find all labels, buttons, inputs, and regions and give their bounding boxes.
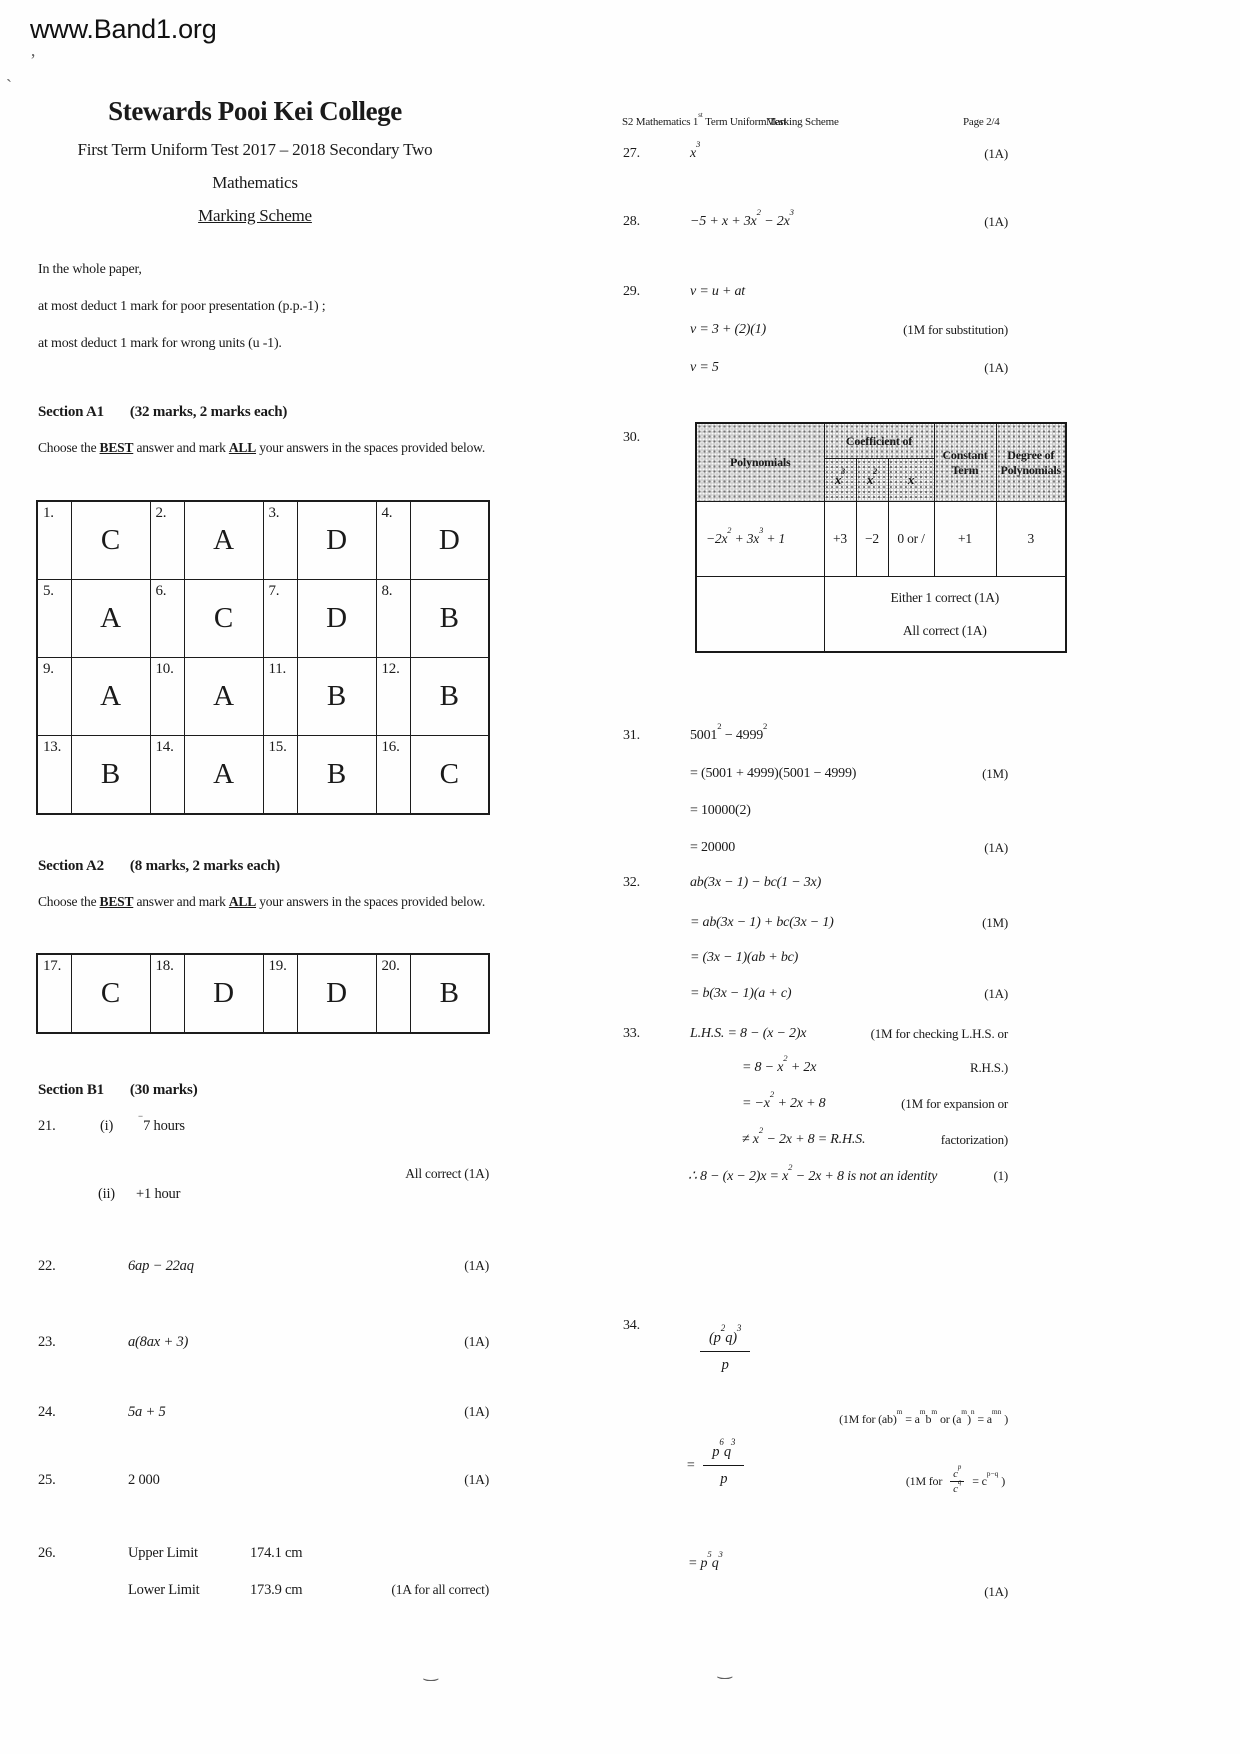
mark-annotation: (1A) (464, 1472, 489, 1487)
working-line: = $8 - x^2 + 2x$ (742, 1052, 817, 1075)
mark-annotation: (1M for expansion or (901, 1096, 1008, 1111)
question-number-cell: 13. (37, 736, 71, 815)
degree-value-cell: 3 (996, 502, 1066, 577)
answer-value: −7 hours (138, 1111, 185, 1134)
instruction-text: your answers in the spaces provided below. (256, 440, 485, 455)
instruction-text: Choose the (38, 440, 100, 455)
answer-row (37, 501, 489, 580)
constant-term-header-cell: Constant Term (934, 423, 996, 502)
question-number-cell: 10. (150, 658, 184, 736)
running-header-left: S2 Mathematics 1st Term Uniform Test (622, 111, 787, 128)
answer-value: a(8ax + 3) (128, 1334, 189, 1350)
mark-annotation: (1A) (464, 1258, 489, 1273)
part-label: (i) (100, 1118, 114, 1134)
table-header-row (696, 423, 1066, 459)
question-number: 28. (623, 214, 640, 229)
answer-row (37, 658, 489, 736)
section-a1-instruction (38, 440, 485, 456)
question-number-cell: 17. (37, 954, 71, 1033)
answer-letter-cell: B (410, 658, 489, 736)
answer-letter-cell: C (71, 954, 150, 1033)
section-b1-marks-note: (30 marks) (129, 1082, 198, 1098)
question-number: 22. (38, 1258, 56, 1274)
working-line: v = 3 + (2)(1) (690, 322, 766, 337)
mark-annotation: (1A) (984, 840, 1008, 855)
fraction-expression (700, 1323, 750, 1374)
answer-letter-cell: C (71, 501, 150, 580)
question-number-cell: 6. (150, 580, 184, 658)
question-number-cell: 16. (376, 736, 410, 815)
answer-row (37, 580, 489, 658)
coeff-x2-value-cell: −2 (856, 502, 888, 577)
fraction-numerator: $p^6q^3$ (703, 1444, 744, 1466)
instruction-text: Choose the (38, 894, 100, 909)
answer-letter-cell: A (184, 501, 263, 580)
section-a1-title: Section A1 (38, 404, 104, 420)
doc-type-title: Marking Scheme (198, 206, 312, 225)
scan-artifact: ’ (30, 50, 36, 70)
answer-letter-cell: D (297, 580, 376, 658)
answer-value: $x^3$ (690, 138, 701, 161)
working-line: = (3x − 1)(ab + bc) (690, 950, 799, 965)
answer-letter-cell: A (184, 736, 263, 815)
mark-annotation: (1) (993, 1168, 1008, 1183)
test-title: First Term Uniform Test 2017 – 2018 Secondary Two (77, 140, 433, 159)
limit-value: 173.9 cm (250, 1582, 303, 1598)
footer-mark-line: All correct (1A) (902, 623, 987, 638)
question-number: 30. (623, 430, 640, 445)
question-number: 31. (623, 728, 640, 743)
question-number-cell: 5. (37, 580, 71, 658)
equals-sign: = (686, 1458, 696, 1473)
mark-annotation: (1M for checking L.H.S. or (870, 1026, 1008, 1041)
question-number-cell: 1. (37, 501, 71, 580)
answer-value: $-5 + x + 3x^2 - 2x^3$ (690, 206, 794, 229)
question-number: 25. (38, 1472, 56, 1488)
fraction-expression (950, 1463, 964, 1495)
mark-annotation: (1A) (984, 986, 1008, 1001)
mark-text: (1M for (905, 1474, 943, 1488)
answer-letter-cell: D (184, 954, 263, 1033)
working-line: v = 5 (690, 360, 719, 375)
question-number: 24. (38, 1404, 56, 1420)
working-line: = ab(3x − 1) + bc(3x − 1) (690, 915, 834, 930)
mark-annotation: (1A for all correct) (391, 1582, 489, 1597)
question-number-cell: 15. (263, 736, 297, 815)
limit-value: 174.1 cm (250, 1545, 303, 1561)
section-b1-title: Section B1 (38, 1082, 104, 1098)
answer-row (37, 954, 489, 1033)
answer-letter-cell: B (71, 736, 150, 815)
limit-label: Lower Limit (128, 1582, 200, 1598)
fraction-numerator: $c^p$ (950, 1468, 964, 1482)
scan-artifact: ` (6, 76, 12, 96)
mark-text: = $c^{p-q}$ ) (972, 1468, 1005, 1488)
watermark-url: www.Band1.org (30, 14, 217, 44)
question-number-cell: 2. (150, 501, 184, 580)
section-b1-heading (38, 1082, 198, 1099)
polynomials-header-cell: Polynomials (696, 423, 824, 502)
working-line: = 20000 (690, 840, 735, 855)
coeff-x2-header-cell: $x^2$ (856, 459, 888, 502)
question-number-cell: 7. (263, 580, 297, 658)
question-number-cell: 14. (150, 736, 184, 815)
answer-value: 6ap − 22aq (128, 1258, 194, 1274)
table-data-row (696, 502, 1066, 577)
subject-title: Mathematics (212, 173, 298, 192)
coeff-x3-value-cell: +3 (824, 502, 856, 577)
working-line: = 10000(2) (690, 803, 751, 818)
working-line: $5001^2 - 4999^2$ (690, 720, 768, 743)
working-line: ab(3x − 1) − bc(1 − 3x) (690, 875, 822, 890)
degree-header-cell: Degree of Polynomials (996, 423, 1066, 502)
section-a2-marks-note: (8 marks, 2 marks each) (129, 858, 280, 874)
mark-annotation: factorization) (940, 1132, 1008, 1147)
mark-annotation: (1A) (464, 1404, 489, 1419)
question-number: 32. (623, 875, 640, 890)
mark-annotation: (1A) (984, 146, 1008, 161)
answer-letter-cell: B (410, 954, 489, 1033)
page-number: Page 2/4 (963, 116, 1000, 128)
working-line: ≠ $x^2 - 2x + 8 = R.H.S$. (742, 1124, 866, 1147)
fraction-expression (703, 1437, 744, 1488)
mark-annotation: (1A) (984, 360, 1008, 375)
answer-letter-cell: B (297, 658, 376, 736)
working-line: = (5001 + 4999)(5001 − 4999) (690, 766, 857, 781)
section-a1-answer-table (36, 500, 490, 815)
section-a2-heading (38, 858, 280, 875)
instruction-keyword: BEST (99, 894, 134, 909)
part-label: (ii) (98, 1186, 115, 1202)
polynomial-table (695, 422, 1067, 653)
answer-value: 2 000 (128, 1472, 160, 1488)
mark-annotation: All correct (1A) (405, 1166, 489, 1181)
question-number-cell: 4. (376, 501, 410, 580)
mark-annotation: (1A) (984, 1584, 1008, 1599)
answer-letter-cell: B (410, 580, 489, 658)
question-number-cell: 9. (37, 658, 71, 736)
mark-annotation: (1A) (984, 214, 1008, 229)
answer-letter-cell: C (410, 736, 489, 815)
instruction-keyword: ALL (228, 894, 257, 909)
question-number-cell: 20. (376, 954, 410, 1033)
answer-letter-cell: D (297, 501, 376, 580)
fraction-denominator: $c^q$ (953, 1478, 962, 1495)
mark-annotation (905, 1463, 1005, 1495)
footer-marks-cell (824, 577, 1066, 653)
working-line: v = u + at (690, 284, 745, 299)
coeff-x3-header-cell: $x^3$ (824, 459, 856, 502)
general-note-line: In the whole paper, (38, 262, 142, 277)
answer-letter-cell: A (71, 658, 150, 736)
section-a2-instruction (38, 894, 485, 910)
section-a1-heading (38, 404, 287, 421)
working-line: = b(3x − 1)(a + c) (690, 986, 792, 1001)
footer-empty-cell (696, 577, 824, 653)
running-header-middle: Marking Scheme (766, 116, 839, 128)
working-line: = $-x^2 + 2x + 8$ (742, 1088, 826, 1111)
question-number: 26. (38, 1545, 56, 1561)
general-note-line: at most deduct 1 mark for poor presentation (p.p.-1) ; (38, 299, 326, 314)
fraction-numerator: $(p^2q)^3$ (700, 1330, 750, 1352)
constant-value-cell: +1 (934, 502, 996, 577)
mark-annotation: (1A) (464, 1334, 489, 1349)
answer-value: +1 hour (136, 1186, 181, 1202)
working-line: L.H.S. = 8 − (x − 2)x (690, 1026, 807, 1041)
question-number: 23. (38, 1334, 56, 1350)
instruction-text: your answers in the spaces provided below. (256, 894, 485, 909)
scan-artifact: ‿ (718, 1660, 732, 1679)
question-number-cell: 12. (376, 658, 410, 736)
answer-letter-cell: A (184, 658, 263, 736)
scan-artifact: ‿ (424, 1662, 438, 1681)
document-title-block (0, 96, 510, 226)
fraction-denominator: p (720, 1471, 728, 1487)
conclusion-line: ∴ $8 - (x - 2)x = x^2 - 2x + 8$ is not an identity (688, 1161, 938, 1184)
polynomial-cell: $-2x^2 + 3x^3 + 1$ (696, 502, 824, 577)
section-a2-title: Section A2 (38, 858, 104, 874)
working-line (686, 1437, 744, 1488)
coefficient-of-header-cell: Coefficient of (824, 423, 934, 459)
mark-annotation: (1M for $(ab)^m = a^mb^m$ or $(a^m)^n = a^{mn}$ ) (839, 1406, 1008, 1426)
fraction-denominator: p (721, 1357, 729, 1373)
question-number: 33. (623, 1026, 640, 1041)
instruction-text: answer and mark (133, 440, 229, 455)
question-number: 27. (623, 146, 640, 161)
coeff-x-header-cell: x (888, 459, 934, 502)
question-number-cell: 19. (263, 954, 297, 1033)
answer-letter-cell: A (71, 580, 150, 658)
question-number: 21. (38, 1118, 56, 1134)
section-a2-answer-table (36, 953, 490, 1034)
question-number-cell: 11. (263, 658, 297, 736)
coeff-x-value-cell: 0 or / (888, 502, 934, 577)
instruction-keyword: ALL (228, 440, 257, 455)
answer-row (37, 736, 489, 815)
answer-value: 5a + 5 (128, 1404, 166, 1420)
mark-annotation: R.H.S.) (970, 1060, 1008, 1075)
table-footer-row (696, 577, 1066, 653)
limit-label: Upper Limit (128, 1545, 198, 1561)
mark-annotation: (1M) (982, 766, 1008, 781)
question-number-cell: 3. (263, 501, 297, 580)
question-number: 34. (623, 1318, 640, 1333)
answer-letter-cell: D (410, 501, 489, 580)
question-number-cell: 8. (376, 580, 410, 658)
mark-annotation: (1M for substitution) (903, 322, 1008, 337)
question-number-cell: 18. (150, 954, 184, 1033)
mark-annotation: (1M) (982, 915, 1008, 930)
footer-mark-line: Either 1 correct (1A) (890, 590, 1000, 605)
question-number: 29. (623, 284, 640, 299)
answer-letter-cell: B (297, 736, 376, 815)
instruction-keyword: BEST (99, 440, 134, 455)
school-name: Stewards Pooi Kei College (108, 96, 402, 126)
final-answer-line: = $p^5q^3$ (688, 1548, 723, 1571)
answer-letter-cell: D (297, 954, 376, 1033)
answer-letter-cell: C (184, 580, 263, 658)
instruction-text: answer and mark (133, 894, 229, 909)
section-a1-marks-note: (32 marks, 2 marks each) (129, 404, 288, 420)
general-note-line: at most deduct 1 mark for wrong units (u -1). (38, 336, 282, 351)
